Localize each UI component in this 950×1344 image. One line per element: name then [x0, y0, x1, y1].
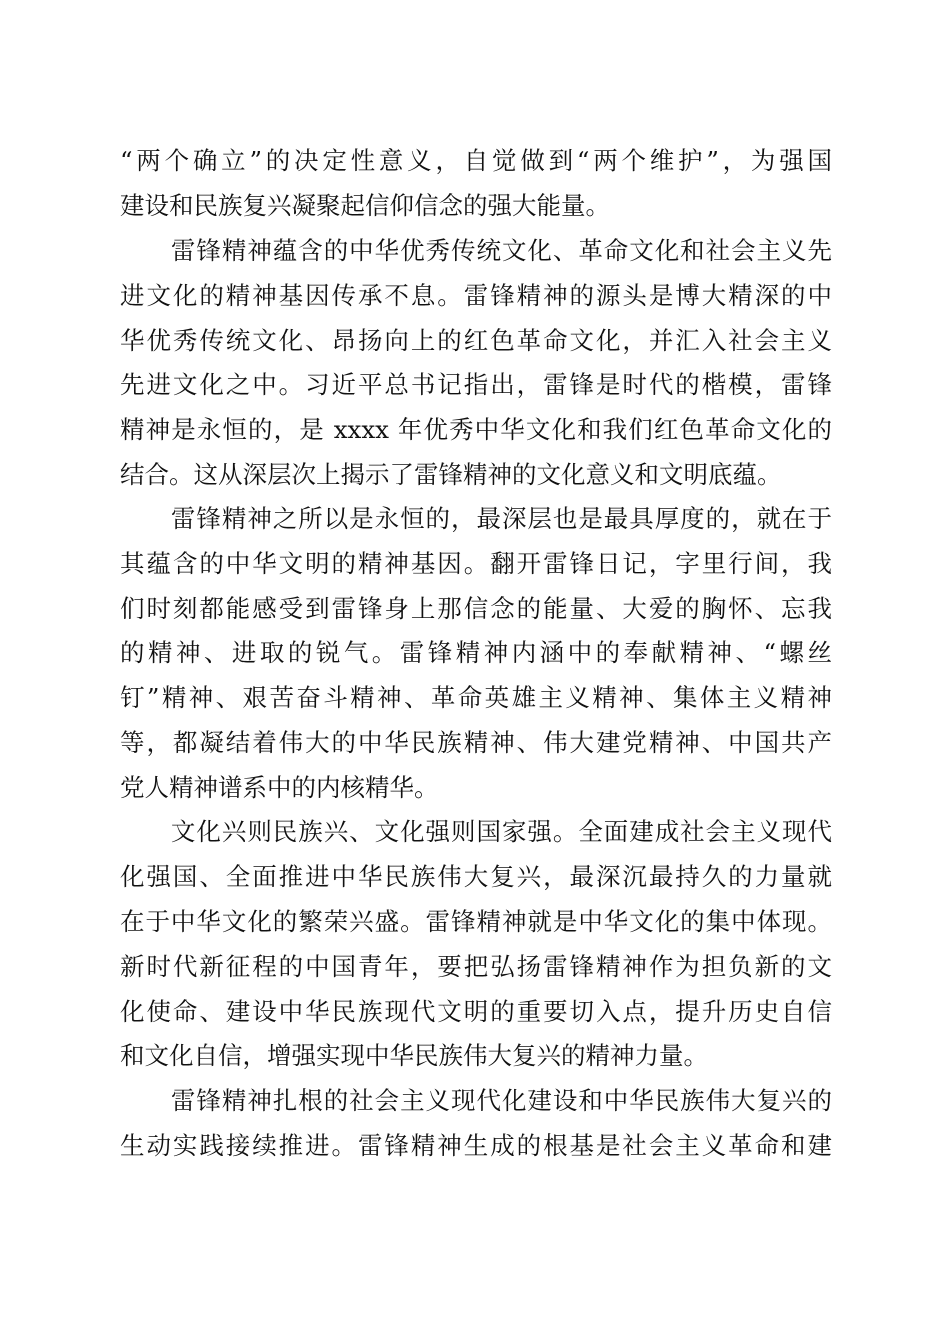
text-line: “两个确立”的决定性意义，自觉做到“两个维护”，为强国	[120, 146, 832, 175]
text-line: 党人精神谱系中的内核精华。	[120, 773, 439, 802]
text-line: 进文化的精神基因传承不息。雷锋精神的源头是博大精深的中	[120, 281, 832, 310]
text-line: 先进文化之中。习近平总书记指出，雷锋是时代的楷模，雷锋	[120, 370, 832, 399]
text-line: 和文化自信，增强实现中华民族伟大复兴的精神力量。	[120, 1041, 708, 1070]
text-line: 雷锋精神扎根的社会主义现代化建设和中华民族伟大复兴的	[120, 1086, 832, 1115]
text-line: 文化兴则民族兴、文化强则国家强。全面建成社会主义现代	[120, 817, 832, 846]
text-line: 钉”精神、艰苦奋斗精神、革命英雄主义精神、集体主义精神	[120, 683, 832, 712]
text-line: 其蕴含的中华文明的精神基因。翻开雷锋日记，字里行间，我	[120, 549, 832, 578]
text-line: 在于中华文化的繁荣兴盛。雷锋精神就是中华文化的集中体现。	[120, 907, 832, 936]
text-line: 的精神、进取的锐气。雷锋精神内涵中的奉献精神、“螺丝	[120, 638, 832, 667]
text-line: 化强国、全面推进中华民族伟大复兴，最深沉最持久的力量就	[120, 862, 832, 891]
text-line: 们时刻都能感受到雷锋身上那信念的能量、大爱的胸怀、忘我	[120, 594, 832, 623]
text-line: 化使命、建设中华民族现代文明的重要切入点，提升历史自信	[120, 997, 832, 1026]
text-line: 华优秀传统文化、昂扬向上的红色革命文化，并汇入社会主义	[120, 326, 832, 355]
text-line: 生动实践接续推进。雷锋精神生成的根基是社会主义革命和建	[120, 1131, 832, 1160]
text-line: 建设和民族复兴凝聚起信仰信念的强大能量。	[120, 191, 610, 220]
text-line: 新时代新征程的中国青年，要把弘扬雷锋精神作为担负新的文	[120, 952, 832, 981]
text-line: 结合。这从深层次上揭示了雷锋精神的文化意义和文明底蕴。	[120, 460, 782, 489]
text-line: 雷锋精神之所以是永恒的，最深层也是最具厚度的，就在于	[120, 504, 832, 533]
text-line: 等，都凝结着伟大的中华民族精神、伟大建党精神、中国共产	[120, 728, 832, 757]
text-line: 精神是永恒的，是 xxxx 年优秀中华文化和我们红色革命文化的	[120, 415, 832, 444]
text-line: 雷锋精神蕴含的中华优秀传统文化、革命文化和社会主义先	[120, 236, 832, 265]
